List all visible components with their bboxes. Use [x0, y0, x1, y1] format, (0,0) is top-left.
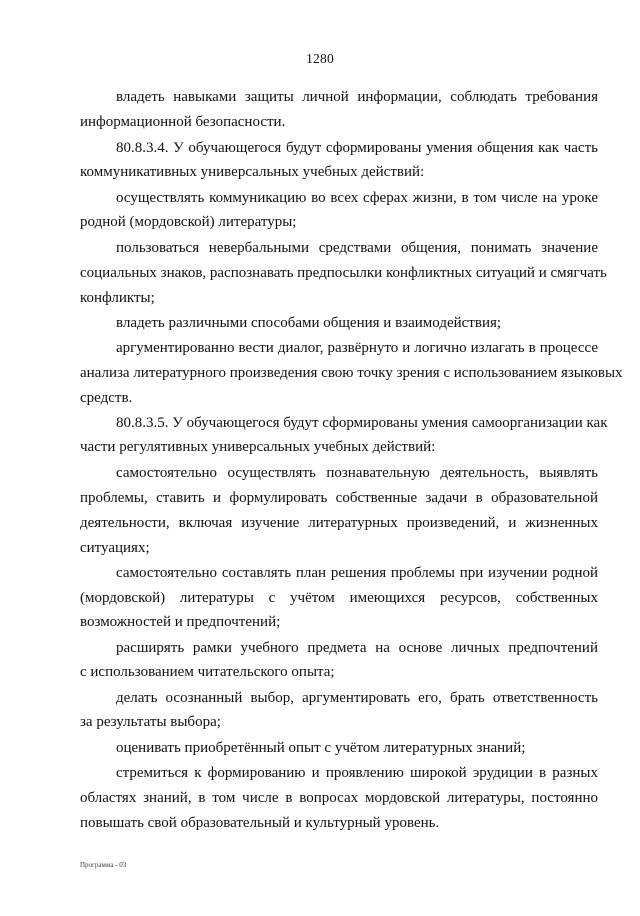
text-line: части регулятивных универсальных учебных действий:: [80, 439, 436, 455]
text-line: ситуациях;: [80, 540, 150, 556]
text-line: проблемы, ставить и формулировать собственные задачи в образовательной: [80, 490, 598, 506]
text-line: деятельности, включая изучение литературных произведений, и жизненных: [80, 515, 598, 531]
text-line: владеть различными способами общения и взаимодействия;: [116, 315, 502, 331]
text-line: стремиться к формированию и проявлению широкой эрудиции в разных: [116, 765, 598, 781]
text-line: самостоятельно составлять план решения проблемы при изучении родной: [116, 565, 598, 581]
text-line: возможностей и предпочтений;: [80, 614, 281, 630]
text-line: пользоваться невербальными средствами общения, понимать значение: [116, 240, 598, 256]
text-line: областях знаний, в том числе в вопросах мордовской литературы, постоянно: [80, 790, 598, 806]
text-line: коммуникативных универсальных учебных действий:: [80, 164, 425, 180]
text-line: расширять рамки учебного предмета на основе личных предпочтений: [116, 640, 598, 656]
text-line: оценивать приобретённый опыт с учётом литературных знаний;: [116, 740, 526, 756]
text-line: информационной безопасности.: [80, 114, 286, 130]
text-line: 80.8.3.4. У обучающегося будут сформированы умения общения как часть: [116, 140, 598, 156]
page-footer: Программа - 03: [80, 861, 127, 869]
page-number: 1280: [306, 51, 334, 66]
text-line: родной (мордовской) литературы;: [80, 214, 297, 230]
text-line: анализа литературного произведения свою точку зрения с использованием языковых: [80, 365, 623, 381]
text-line: 80.8.3.5. У обучающегося будут сформированы умения самоорганизации как: [116, 415, 608, 431]
text-line: самостоятельно осуществлять познавательную деятельность, выявлять: [116, 465, 598, 481]
text-line: за результаты выбора;: [80, 714, 221, 730]
text-line: аргументированно вести диалог, развёрнуто и логично излагать в процессе: [116, 340, 598, 356]
text-line: осуществлять коммуникацию во всех сферах жизни, в том числе на уроке: [116, 190, 598, 206]
text-line: социальных знаков, распознавать предпосылки конфликтных ситуаций и смягчать: [80, 265, 607, 281]
text-line: повышать свой образовательный и культурный уровень.: [80, 815, 440, 831]
text-line: владеть навыками защиты личной информации, соблюдать требования: [116, 89, 598, 105]
text-line: (мордовской) литературы с учётом имеющихся ресурсов, собственных: [80, 590, 598, 606]
text-line: конфликты;: [80, 290, 155, 306]
text-line: с использованием читательского опыта;: [80, 664, 335, 680]
text-line: делать осознанный выбор, аргументировать его, брать ответственность: [116, 690, 598, 706]
text-line: средств.: [80, 390, 133, 406]
